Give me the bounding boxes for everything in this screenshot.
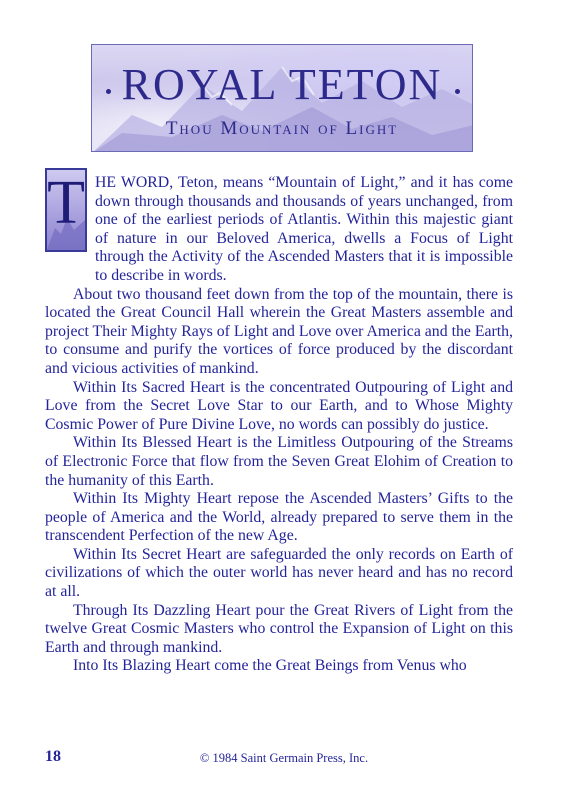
- paragraph: Within Its Mighty Heart repose the Ascended Masters’ Gifts to the people of America and the World, already prepared to serve them in the transcendent Perfection of the new Age.: [45, 490, 513, 545]
- title-banner: [91, 44, 473, 152]
- paragraph: Within Its Blessed Heart is the Limitless Outpouring of the Streams of Electronic Force that flow from the Seven Great Elohim of Creation to the humanity of this Earth.: [45, 434, 513, 489]
- paragraph: About two thousand feet down from the top of the mountain, there is located the Great Council Hall wherein the Great Masters assemble and project Their Mighty Rays of Light and Love over America and the Earth, to consume and purify the vortices of force produced by the discordant and vicious activities of mankind.: [45, 285, 513, 377]
- banner-title: ROYAL TETON: [121, 60, 443, 109]
- paragraph: Within Its Sacred Heart is the concentrated Outpouring of Light and Love from the Secret Love Star to our Earth, and to Whose Mighty Cosmic Power of Pure Divine Love, no words can possibly do justice.: [45, 378, 513, 433]
- drop-cap-letter: T: [47, 169, 85, 237]
- banner-subtitle: Thou Mountain of Light: [165, 118, 399, 139]
- paragraph: Through Its Dazzling Heart pour the Great Rivers of Light from the twelve Great Cosmic Masters who control the Expansion of Light on this Earth and through mankind.: [45, 601, 513, 656]
- paragraph: Within Its Secret Heart are safeguarded the only records on Earth of civilizations of which the outer world has never heard and has no record at all.: [45, 545, 513, 601]
- page-number: 18: [45, 748, 61, 765]
- paragraph: Into Its Blazing Heart come the Great Beings from Venus who: [73, 657, 467, 675]
- copyright-notice: © 1984 Saint Germain Press, Inc.: [199, 751, 369, 765]
- article-body: [45, 169, 513, 676]
- lead-paragraph: HE WORD, Teton, means “Mountain of Light,” and it has come down through thousands and thousands of years unchanged, from one of the earliest periods of Atlantis. Within this majestic giant of nature in our Beloved America, dwells a Focus of Light through the Activity of the Ascended Masters that it is impossible to describe in words.: [95, 174, 513, 284]
